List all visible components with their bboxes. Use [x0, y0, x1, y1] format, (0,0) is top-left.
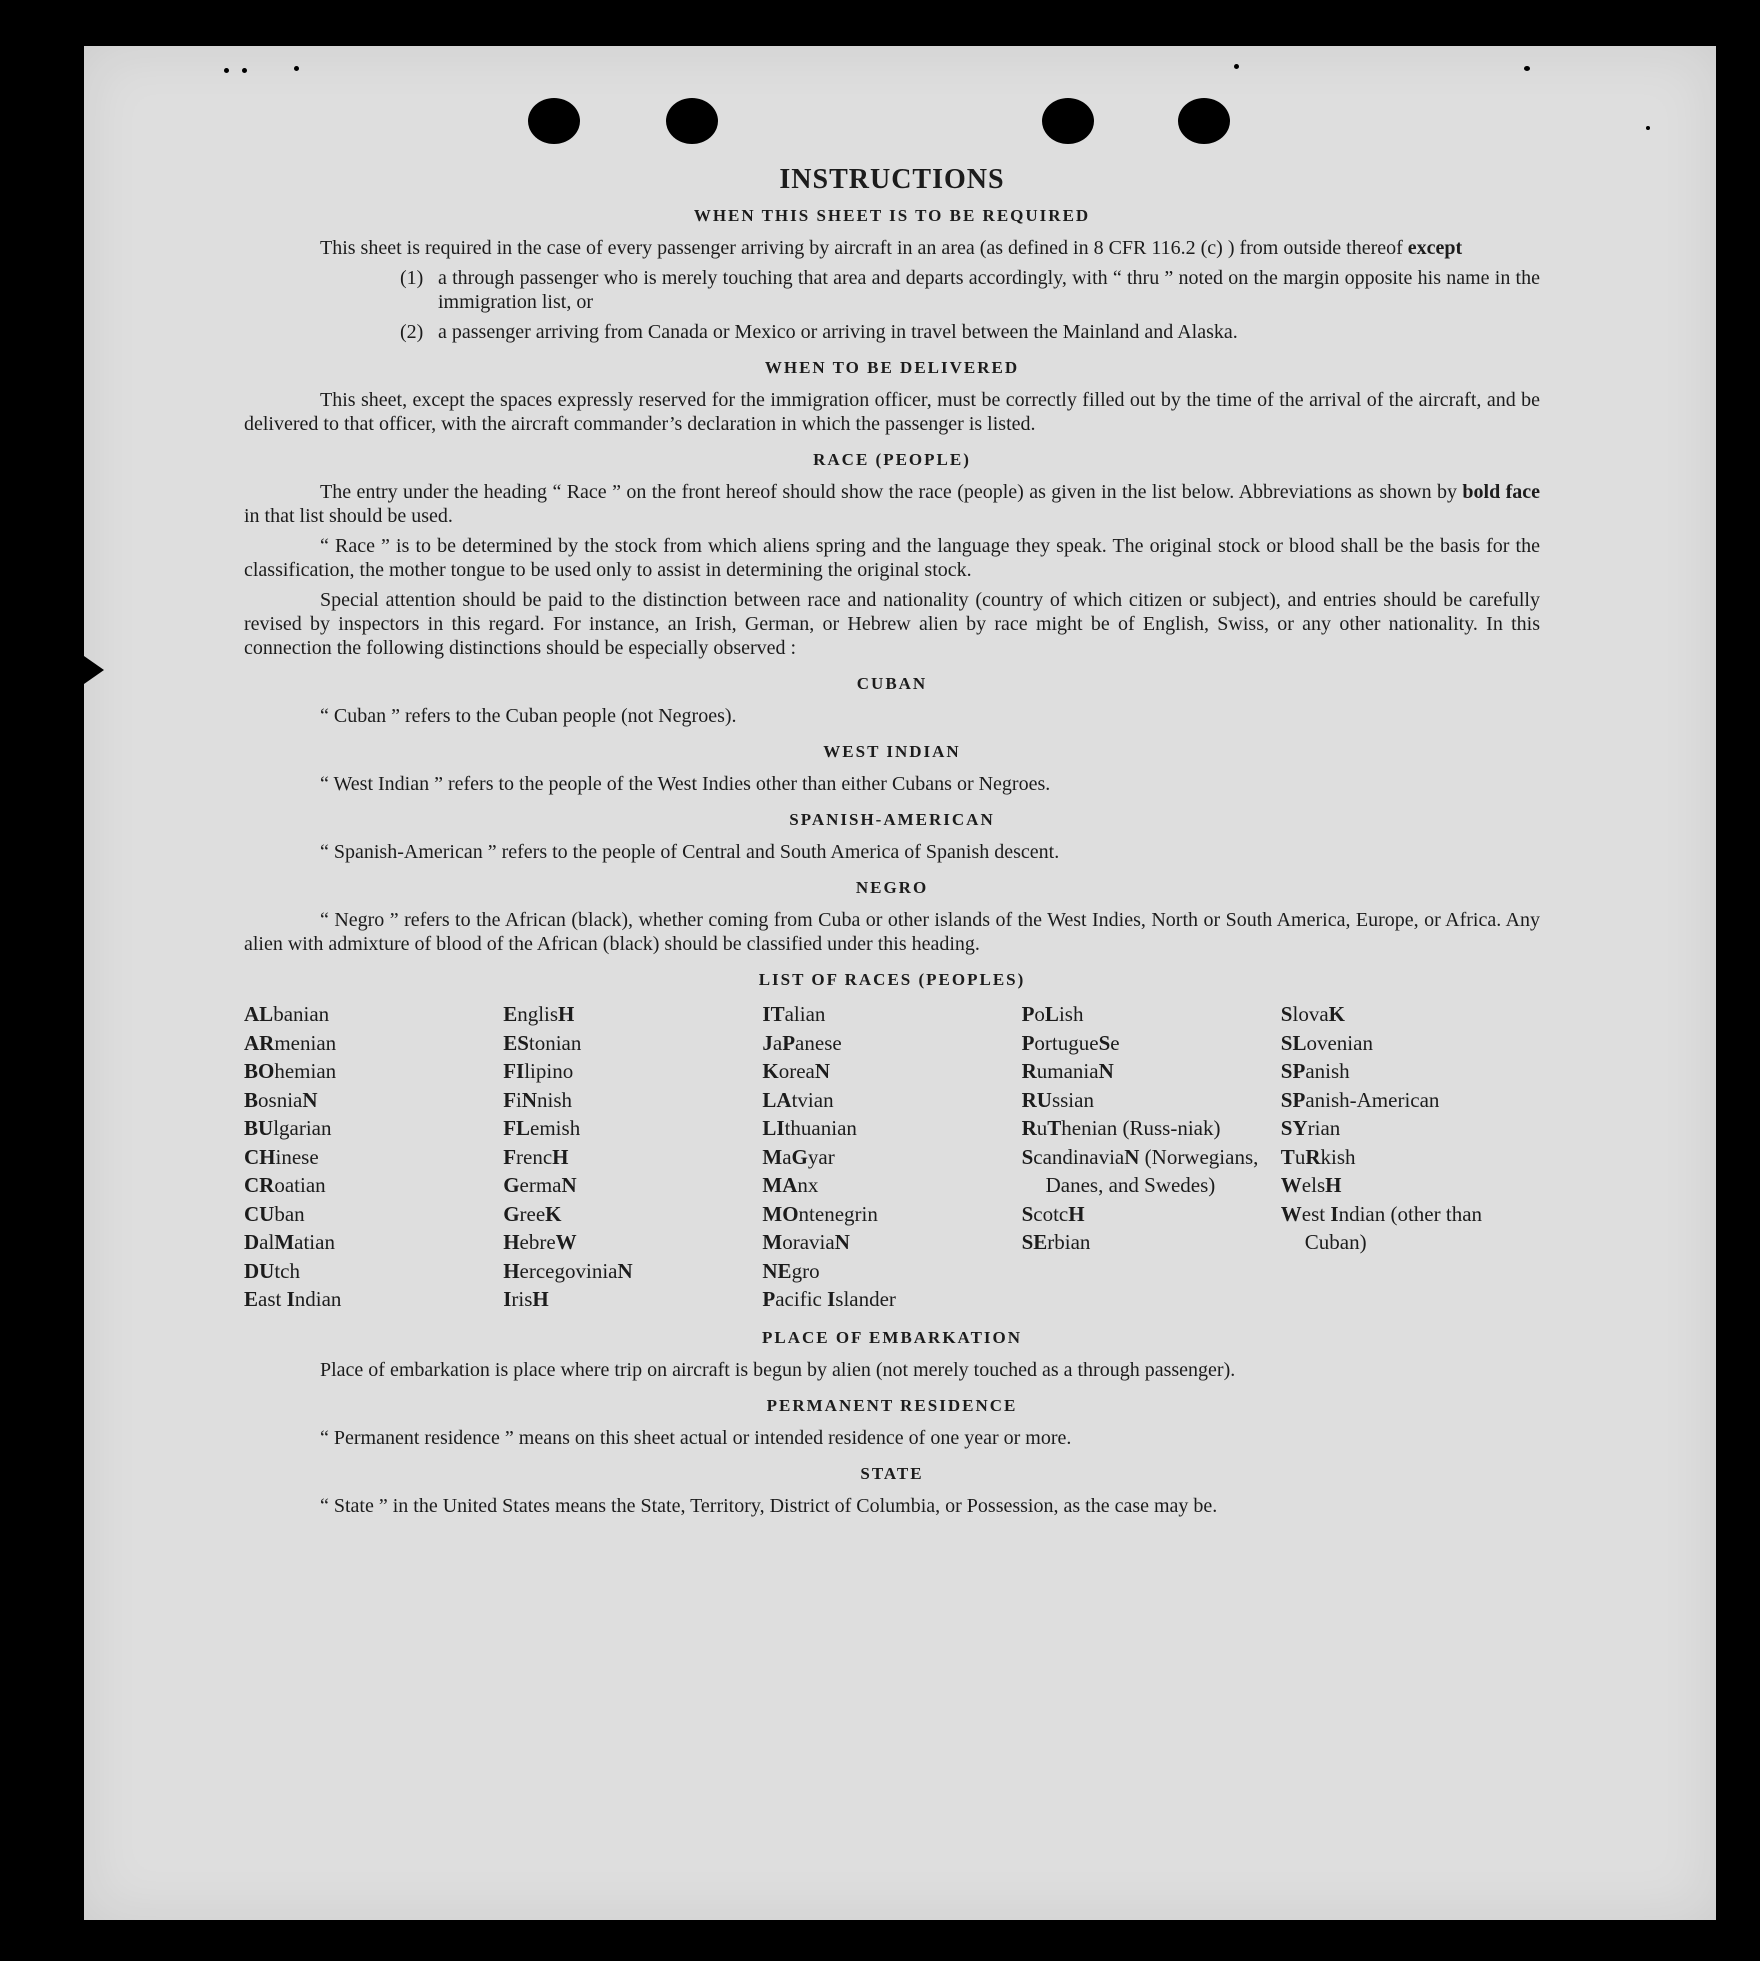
race-item: [762, 1143, 1021, 1172]
race-abbreviation: I: [286, 1287, 295, 1311]
race-abbreviation: H: [1068, 1201, 1085, 1226]
exception-number: (2): [400, 321, 424, 343]
race-abbreviation: LA: [762, 1087, 792, 1112]
race-abbreviation: H: [532, 1287, 549, 1311]
race-name-part: anish-American: [1305, 1087, 1440, 1112]
race-abbreviation: CR: [244, 1173, 275, 1197]
race-abbreviation: L: [1044, 1002, 1059, 1026]
race-column: [1281, 1000, 1540, 1314]
race-name-part: yar: [807, 1144, 835, 1169]
exception-item: [400, 266, 1540, 314]
exception-number: (1): [400, 267, 424, 289]
race-abbreviation: N: [1124, 1144, 1140, 1169]
race-item: [1022, 1143, 1281, 1200]
race-abbreviation: SY: [1280, 1116, 1308, 1140]
race-name-part: els: [1301, 1173, 1326, 1197]
race-abbreviation: E: [244, 1287, 259, 1311]
embarkation-text: Place of embarkation is place where trip on aircraft is begun by alien (not merely touched as a through passenger).: [320, 1358, 1236, 1381]
race-item: [1022, 1228, 1281, 1257]
race-name-part: anese: [795, 1030, 842, 1055]
race-abbreviation: I: [1330, 1201, 1339, 1226]
race-abbreviation: R: [1021, 1116, 1037, 1140]
permanent-residence-text: “ Permanent residence ” means on this sheet actual or intended residence of one year or more.: [320, 1426, 1072, 1449]
race-abbreviation: J: [762, 1030, 773, 1055]
race-abbreviation: M: [274, 1230, 295, 1254]
race-name-part: est: [1301, 1201, 1331, 1226]
race-p1-start: The entry under the heading “ Race ” on the front hereof should show the race (people) as given in the list below. Abbreviations as shown by: [320, 481, 1463, 503]
heading-permanent-residence: PERMANENT RESIDENCE: [766, 1395, 1018, 1415]
race-item: [503, 1143, 762, 1172]
race-name-part: u: [1294, 1144, 1306, 1169]
speck: [224, 68, 229, 73]
race-name-part: ree: [519, 1201, 546, 1226]
race-name-part: tonian: [528, 1030, 582, 1055]
race-item: [503, 1114, 762, 1143]
race-item: [503, 1200, 762, 1229]
race-item: [1281, 1143, 1540, 1172]
race-item: [1281, 1086, 1540, 1115]
race-abbreviation: R: [1305, 1144, 1321, 1169]
exception-text: a through passenger who is merely touching that area and departs accordingly, with “ thru ” noted on the margin opposite his name in the immigration list, or: [438, 267, 1540, 313]
heading-negro: NEGRO: [855, 878, 929, 897]
race-item: [503, 1257, 762, 1286]
race-abbreviation: D: [244, 1230, 260, 1254]
race-abbreviation: H: [503, 1230, 520, 1254]
race-abbreviation: N: [302, 1087, 318, 1112]
race-item: [244, 1114, 503, 1143]
race-item: [762, 1171, 1021, 1200]
race-item: [1281, 1200, 1540, 1257]
race-name-part: rian: [1307, 1116, 1341, 1140]
race-abbreviation: P: [1021, 1002, 1035, 1026]
race-name-part: nish: [537, 1087, 573, 1112]
race-item: [244, 1086, 503, 1115]
race-item: [1022, 1029, 1281, 1058]
race-item: [503, 1171, 762, 1200]
race-name-part: ban: [274, 1201, 305, 1226]
race-name-part: lipino: [524, 1059, 574, 1083]
race-item: [244, 1057, 503, 1086]
race-abbreviation: B: [244, 1087, 259, 1112]
speck: [1524, 66, 1530, 71]
race-item: [762, 1228, 1021, 1257]
punch-hole: [1178, 98, 1230, 144]
race-name-part: ebre: [519, 1230, 556, 1254]
race-item: [762, 1057, 1021, 1086]
race-abbreviation: P: [1021, 1030, 1035, 1055]
race-item: [503, 1228, 762, 1257]
instructions-content: [244, 164, 1541, 1524]
race-abbreviation: K: [545, 1201, 562, 1226]
race-name-part: ortugue: [1034, 1030, 1099, 1055]
heading-spanish-american: SPANISH-AMERICAN: [789, 810, 995, 829]
race-abbreviation: F: [503, 1087, 517, 1112]
race-name-part: umania: [1036, 1059, 1099, 1083]
race-abbreviation: SP: [1280, 1059, 1306, 1083]
race-abbreviation: E: [503, 1002, 518, 1026]
race-abbreviation: S: [1280, 1002, 1293, 1026]
exception-item: [400, 320, 1540, 344]
race-name-part: emish: [530, 1116, 581, 1140]
race-abbreviation: N: [814, 1059, 831, 1083]
race-name-part: (Norwegians, Danes, and Swedes): [1045, 1144, 1259, 1197]
negro-text: “ Negro ” refers to the African (black), whether coming from Cuba or other islands of the West Indies, North or South America, Europe, or Africa. Any alien with admixture of blood of the African (black) should be classified under this heading.: [244, 909, 1540, 955]
race-name-part: hemian: [274, 1059, 337, 1083]
race-abbreviation: SE: [1021, 1230, 1048, 1254]
heading-embarkation: PLACE OF EMBARKATION: [761, 1327, 1023, 1347]
race-name-part: thuanian: [784, 1116, 857, 1140]
race-name-part: ovenian: [1306, 1030, 1373, 1055]
race-abbreviation: P: [762, 1287, 776, 1311]
when-required-intro-text: This sheet is required in the case of every passenger arriving by aircraft in an area (as defined in 8 CFR 116.2 (c) ) from outside thereof: [320, 237, 1408, 259]
race-abbreviation: H: [503, 1258, 520, 1283]
race-item: [1022, 1000, 1281, 1029]
race-name-part: lgarian: [273, 1116, 332, 1140]
race-name-part: atian: [294, 1230, 335, 1254]
race-abbreviation: S: [1021, 1201, 1034, 1226]
race-abbreviation: K: [1328, 1002, 1345, 1026]
race-abbreviation: G: [503, 1201, 520, 1226]
race-abbreviation: DU: [244, 1258, 275, 1283]
race-name-part: nx: [797, 1173, 819, 1197]
race-name-part: nglis: [517, 1002, 559, 1026]
speck: [294, 66, 299, 71]
race-item: [1022, 1200, 1281, 1229]
race-name-part: a: [782, 1144, 792, 1169]
race-name-part: candinavia: [1033, 1144, 1125, 1169]
race-item: [244, 1029, 503, 1058]
race-abbreviation: MA: [762, 1173, 798, 1197]
race-name-part: tch: [274, 1258, 300, 1283]
race-abbreviation: I: [503, 1287, 512, 1311]
race-name-part: ssian: [1051, 1087, 1094, 1112]
race-paragraph-1: [244, 480, 1540, 528]
race-abbreviation: G: [791, 1144, 808, 1169]
edge-tear: [84, 656, 104, 684]
race-name-part: slander: [835, 1287, 896, 1311]
heading-when-required: WHEN THIS SHEET IS TO BE REQUIRED: [693, 206, 1091, 225]
race-item: [503, 1057, 762, 1086]
race-name-part: ntenegrin: [798, 1201, 878, 1226]
speck: [1646, 126, 1650, 130]
race-p1-end: in that list should be used.: [244, 505, 453, 527]
race-abbreviation: H: [558, 1002, 575, 1026]
when-required-intro-emphasis: except: [1407, 237, 1463, 259]
race-abbreviation: K: [762, 1059, 779, 1083]
race-name-part: ndian: [294, 1287, 342, 1311]
race-name-part: ercegovinia: [519, 1258, 618, 1283]
race-name-part: gro: [791, 1258, 820, 1283]
race-name-part: ndian (other than Cuban): [1304, 1201, 1483, 1254]
race-item: [762, 1114, 1021, 1143]
race-item: [1281, 1000, 1540, 1029]
race-item: [1281, 1029, 1540, 1058]
heading-west-indian: WEST INDIAN: [823, 742, 961, 761]
race-abbreviation: W: [1280, 1173, 1302, 1197]
race-abbreviation: S: [1098, 1030, 1111, 1055]
race-name-part: i: [516, 1087, 522, 1112]
race-item: [762, 1257, 1021, 1286]
race-name-part: u: [1036, 1116, 1048, 1140]
race-name-part: lova: [1292, 1002, 1329, 1026]
race-abbreviation: M: [762, 1230, 783, 1254]
race-abbreviation: W: [555, 1230, 577, 1254]
race-abbreviation: W: [1280, 1201, 1302, 1226]
race-item: [503, 1086, 762, 1115]
speck: [242, 68, 247, 73]
race-column: [244, 1000, 503, 1314]
punch-hole: [528, 98, 580, 144]
race-abbreviation: LI: [762, 1116, 785, 1140]
race-paragraph-2: “ Race ” is to be determined by the stock from which aliens spring and the language they speak. The original stock or blood shall be the basis for the classification, the mother tongue to be used only to assist in determining the original stock.: [244, 535, 1540, 581]
race-name-part: tvian: [791, 1087, 834, 1112]
race-name-part: cotc: [1033, 1201, 1069, 1226]
spanish-american-text: “ Spanish-American ” refers to the people of Central and South America of Spanish descent.: [320, 841, 1060, 863]
race-item: [244, 1200, 503, 1229]
race-abbreviation: N: [521, 1087, 538, 1112]
race-name-part: a: [772, 1030, 783, 1055]
race-abbreviation: ES: [503, 1030, 529, 1055]
race-name-part: menian: [274, 1030, 337, 1055]
race-item: [503, 1000, 762, 1029]
race-item: [762, 1086, 1021, 1115]
race-abbreviation: N: [617, 1258, 633, 1283]
page-title: INSTRUCTIONS: [779, 164, 1005, 195]
race-name-part: ast: [258, 1287, 287, 1311]
race-abbreviation: N: [1098, 1059, 1114, 1083]
race-item: [1022, 1057, 1281, 1086]
race-item: [762, 1000, 1021, 1029]
when-required-intro: [244, 236, 1540, 260]
race-item: [1281, 1114, 1540, 1143]
race-abbreviation: G: [503, 1173, 520, 1197]
race-abbreviation: F: [503, 1144, 517, 1169]
heading-list-of-races: LIST OF RACES (PEOPLES): [758, 970, 1026, 989]
state-text: “ State ” in the United States means the State, Territory, District of Columbia, or Possession, as the case may be.: [320, 1494, 1218, 1517]
race-item: [762, 1029, 1021, 1058]
race-abbreviation: MO: [762, 1201, 799, 1226]
race-abbreviation: AL: [244, 1002, 274, 1026]
race-abbreviation: RU: [1021, 1087, 1052, 1112]
race-list: [244, 1000, 1540, 1314]
race-abbreviation: P: [782, 1030, 796, 1055]
race-abbreviation: T: [1047, 1116, 1062, 1140]
race-abbreviation: SP: [1280, 1087, 1306, 1112]
punch-hole: [666, 98, 718, 144]
race-item: [1281, 1171, 1540, 1200]
race-paragraph-3: Special attention should be paid to the distinction between race and nationality (country of which citizen or subject), and entries should be carefully revised by inspectors in this regard. For instance, an Irish, German, or Hebrew alien by race might be of English, Swiss, or any other nationality. In this connection the following distinctions should be especially observed :: [244, 589, 1540, 659]
race-item: [244, 1000, 503, 1029]
race-p1-bold: bold face: [1462, 481, 1541, 503]
race-name-part: osnia: [258, 1087, 303, 1112]
race-item: [244, 1285, 503, 1314]
race-abbreviation: FL: [503, 1116, 531, 1140]
race-name-part: oatian: [274, 1173, 326, 1197]
race-item: [762, 1200, 1021, 1229]
race-abbreviation: I: [827, 1287, 836, 1311]
race-item: [1022, 1086, 1281, 1115]
race-name-part: ish: [1058, 1002, 1084, 1026]
race-name-part: kish: [1320, 1144, 1356, 1169]
race-abbreviation: N: [834, 1230, 850, 1254]
race-name-part: rbian: [1047, 1230, 1091, 1254]
race-name-part: ris: [511, 1287, 533, 1311]
race-abbreviation: R: [1021, 1059, 1037, 1083]
race-abbreviation: CU: [244, 1201, 275, 1226]
race-name-part: alian: [784, 1002, 826, 1026]
punch-hole: [1042, 98, 1094, 144]
heading-cuban: CUBAN: [856, 674, 928, 693]
heading-race: RACE (PEOPLE): [813, 450, 971, 469]
race-name-part: inese: [275, 1144, 319, 1169]
race-item: [762, 1285, 1021, 1314]
race-abbreviation: H: [1325, 1173, 1342, 1197]
race-name-part: al: [259, 1230, 275, 1254]
race-column: [503, 1000, 762, 1314]
speck: [1234, 64, 1239, 69]
race-abbreviation: SL: [1280, 1030, 1307, 1055]
race-abbreviation: BO: [244, 1059, 275, 1083]
race-abbreviation: H: [552, 1144, 569, 1169]
race-name-part: renc: [516, 1144, 553, 1169]
race-abbreviation: CH: [244, 1144, 276, 1169]
race-item: [503, 1285, 762, 1314]
race-abbreviation: N: [561, 1173, 577, 1197]
race-name-part: henian (Russ-niak): [1061, 1116, 1221, 1140]
race-abbreviation: S: [1021, 1144, 1034, 1169]
when-delivered-text: This sheet, except the spaces expressly reserved for the immigration officer, must be correctly filled out by the time of the arrival of the aircraft, and be delivered to that officer, with the aircraft commander’s declaration in which the passenger is listed.: [244, 389, 1540, 435]
heading-state: STATE: [860, 1463, 924, 1483]
race-abbreviation: FI: [503, 1059, 525, 1083]
cuban-text: “ Cuban ” refers to the Cuban people (not Negroes).: [320, 705, 737, 727]
race-abbreviation: BU: [244, 1116, 274, 1140]
heading-when-delivered: WHEN TO BE DELIVERED: [764, 358, 1020, 377]
race-item: [503, 1029, 762, 1058]
race-column: [762, 1000, 1021, 1314]
race-item: [244, 1228, 503, 1257]
race-name-part: e: [1110, 1030, 1120, 1055]
race-abbreviation: NE: [762, 1258, 792, 1283]
race-name-part: acific: [775, 1287, 828, 1311]
race-abbreviation: AR: [244, 1030, 275, 1055]
race-item: [244, 1143, 503, 1172]
race-abbreviation: M: [762, 1144, 783, 1169]
race-name-part: orea: [778, 1059, 815, 1083]
race-column: [1022, 1000, 1281, 1314]
race-name-part: o: [1034, 1002, 1045, 1026]
race-abbreviation: IT: [762, 1002, 785, 1026]
race-item: [1281, 1057, 1540, 1086]
race-abbreviation: T: [1280, 1144, 1295, 1169]
race-name-part: oravia: [782, 1230, 835, 1254]
race-item: [244, 1171, 503, 1200]
race-item: [244, 1257, 503, 1286]
race-item: [1022, 1114, 1281, 1143]
race-name-part: erma: [519, 1173, 562, 1197]
west-indian-text: “ West Indian ” refers to the people of the West Indies other than either Cubans or Negroes.: [320, 773, 1051, 795]
exception-text: a passenger arriving from Canada or Mexico or arriving in travel between the Mainland and Alaska.: [438, 321, 1238, 343]
race-name-part: banian: [273, 1002, 330, 1026]
race-name-part: anish: [1305, 1059, 1350, 1083]
